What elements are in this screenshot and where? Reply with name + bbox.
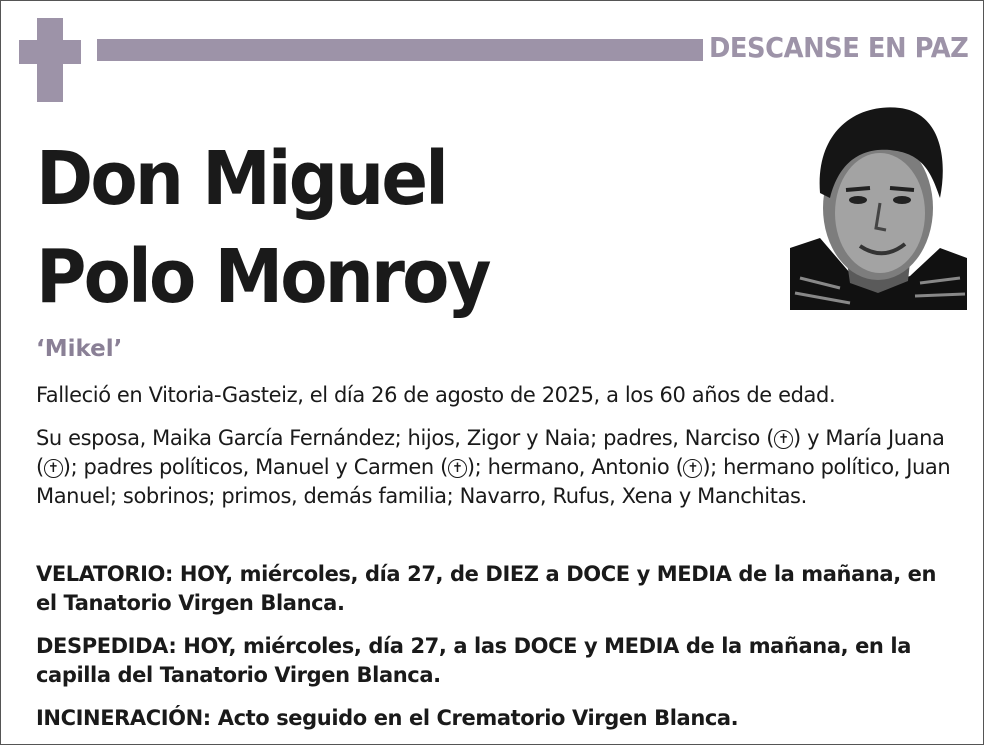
velatorio-info: VELATORIO: HOY, miércoles, día 27, de DIEZ a DOCE y MEDIA de la mañana, en el Tanatorio Virgen Blanca. (36, 562, 937, 615)
despedida-info: DESPEDIDA: HOY, miércoles, día 27, a las DOCE y MEDIA de la mañana, en la capilla del Tanatorio Virgen Blanca. (36, 634, 911, 687)
name-line-1: Don Miguel (36, 136, 447, 222)
family-text: ); hermano político, Juan Manuel; sobrinos; primos, demás familia; Navarro, Rufus, Xena y Manchitas. (36, 455, 951, 508)
nickname: ‘Mikel’ (36, 336, 123, 362)
incineracion-info: INCINERACIÓN: Acto seguido en el Crematorio Virgen Blanca. (36, 706, 739, 730)
family-text: ) y María Juana ( (36, 426, 945, 479)
deceased-cross-icon: ✝ (448, 459, 467, 478)
cross-icon (19, 18, 81, 102)
death-notice: Falleció en Vitoria-Gasteiz, el día 26 de agosto de 2025, a los 60 años de edad. (36, 383, 836, 407)
deceased-cross-icon: ✝ (683, 459, 702, 478)
name-line-2: Polo Monroy (36, 234, 489, 320)
family-text: ); hermano, Antonio ( (466, 455, 684, 479)
deceased-name (36, 130, 489, 326)
family-text: ); padres políticos, Manuel y Carmen ( (62, 455, 448, 479)
deceased-cross-icon: ✝ (44, 459, 63, 478)
deceased-cross-icon: ✝ (774, 430, 793, 449)
family-list (36, 424, 956, 511)
family-text: Su esposa, Maika García Fernández; hijos, Zigor y Naia; padres, Narciso ( (36, 426, 774, 450)
header-bar (97, 39, 703, 61)
portrait-photo (790, 98, 967, 310)
kicker-heading: DESCANSE EN PAZ (709, 31, 969, 64)
